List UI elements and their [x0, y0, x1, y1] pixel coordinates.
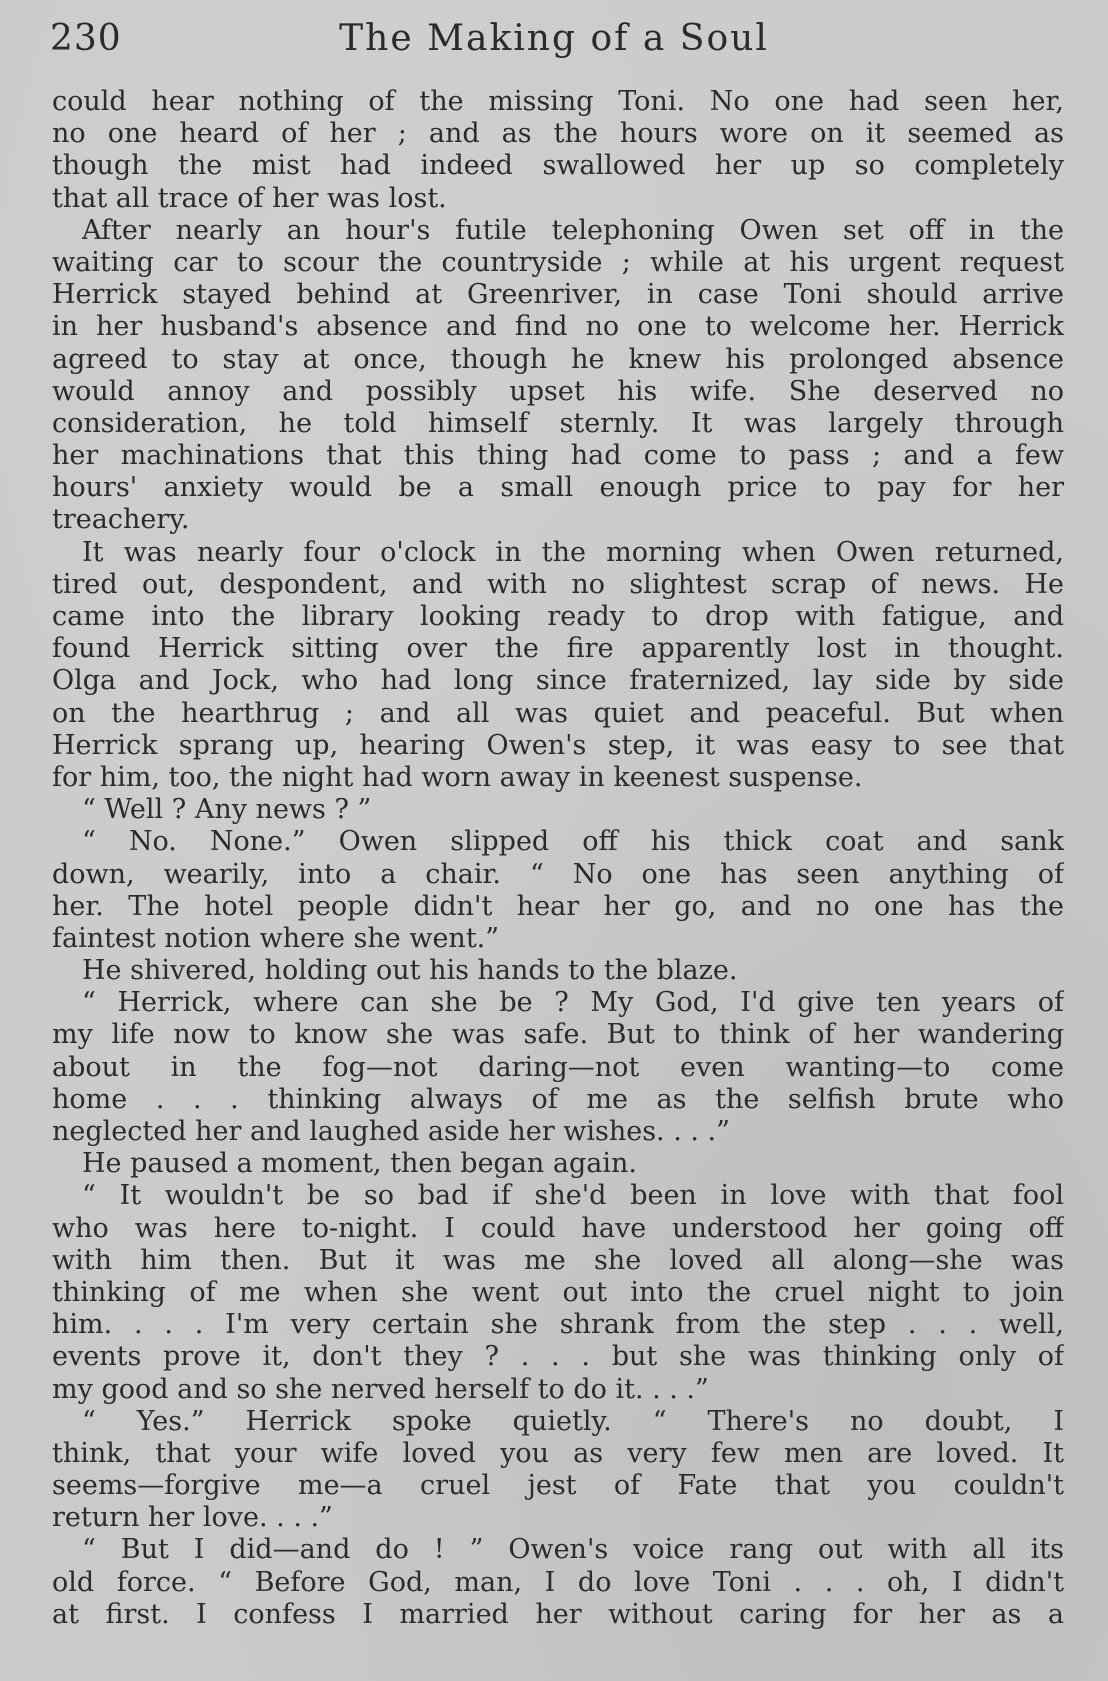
text-line: After nearly an hour's futile telephoning Owen set off in the [82, 214, 1064, 246]
text-line: return her love. . . .” [52, 1502, 333, 1534]
text-line: “ No. None.” Owen slipped off his thick coat and sank [82, 826, 1064, 858]
running-title: The Making of a Soul [339, 18, 769, 59]
text-line: seems—forgive me—a cruel jest of Fate that you couldn't [52, 1470, 1064, 1502]
text-line: would annoy and possibly upset his wife. She deserved no [52, 375, 1064, 407]
text-line: “ Herrick, where can she be ? My God, I'd give ten years of [82, 987, 1064, 1019]
body-text [52, 86, 1064, 1631]
text-line: hours' anxiety would be a small enough price to pay for her [52, 472, 1064, 504]
text-line: my life now to know she was safe. But to think of her wandering [52, 1019, 1064, 1051]
text-line: waiting car to scour the countryside ; while at his urgent request [52, 246, 1064, 278]
text-line: could hear nothing of the missing Toni. No one had seen her, [52, 86, 1064, 117]
text-line: old force. “ Before God, man, I do love Toni . . . oh, I didn't [52, 1566, 1064, 1598]
text-line: came into the library looking ready to drop with fatigue, and [52, 601, 1064, 632]
text-line: on the hearthrug ; and all was quiet and peaceful. But when [52, 697, 1064, 729]
text-line: Herrick stayed behind at Greenriver, in case Toni should arrive [52, 279, 1064, 311]
text-line: with him then. But it was me she loved all along—she was [52, 1244, 1064, 1276]
text-line: home . . . thinking always of me as the selfish brute who [52, 1083, 1064, 1115]
text-line: neglected her and laughed aside her wishes. . . .” [52, 1116, 730, 1147]
text-line: “ Well ? Any news ? ” [82, 794, 372, 826]
text-line: events prove it, don't they ? . . . but she was thinking only of [52, 1341, 1064, 1373]
text-line: down, wearily, into a chair. “ No one has seen anything of [52, 858, 1064, 890]
text-line: tired out, despondent, and with no slightest scrap of news. He [52, 568, 1064, 600]
text-line: faintest notion where she went.” [52, 922, 500, 954]
text-line: “ It wouldn't be so bad if she'd been in love with that fool [82, 1180, 1064, 1212]
text-line: He shivered, holding out his hands to the blaze. [82, 955, 738, 987]
text-line: consideration, he told himself sternly. It was largely through [52, 407, 1064, 439]
text-line: my good and so she nerved herself to do it. . . .” [52, 1373, 709, 1405]
text-line: at first. I confess I married her without caring for her as a [52, 1598, 1064, 1630]
text-line: He paused a moment, then began again. [82, 1148, 637, 1180]
text-line: found Herrick sitting over the fire apparently lost in thought. [52, 633, 1064, 665]
text-line: treachery. [52, 504, 190, 536]
text-line: agreed to stay at once, though he knew his prolonged absence [52, 343, 1064, 375]
text-line: that all trace of her was lost. [52, 182, 447, 214]
text-line: think, that your wife loved you as very few men are loved. It [52, 1437, 1064, 1469]
text-line: for him, too, the night had worn away in keenest suspense. [52, 761, 863, 793]
text-line: him. . . . I'm very certain she shrank from the step . . . well, [52, 1309, 1064, 1341]
text-line: “ But I did—and do ! ” Owen's voice rang out with all its [82, 1534, 1064, 1566]
text-line: though the mist had indeed swallowed her up so completely [52, 150, 1064, 182]
text-line: thinking of me when she went out into the cruel night to join [52, 1276, 1064, 1308]
page-header [50, 18, 1058, 68]
text-line: Herrick sprang up, hearing Owen's step, it was easy to see that [52, 729, 1064, 761]
text-line: no one heard of her ; and as the hours wore on it seemed as [52, 118, 1064, 150]
text-line: who was here to-night. I could have understood her going off [52, 1212, 1064, 1244]
page-number: 230 [50, 18, 122, 59]
text-line: “ Yes.” Herrick spoke quietly. “ There's no doubt, I [82, 1405, 1064, 1437]
text-line: Olga and Jock, who had long since fraternized, lay side by side [52, 665, 1064, 697]
text-line: her. The hotel people didn't hear her go, and no one has the [52, 890, 1064, 922]
text-line: It was nearly four o'clock in the morning when Owen returned, [82, 536, 1064, 568]
text-line: her machinations that this thing had come to pass ; and a few [52, 440, 1064, 472]
text-line: in her husband's absence and find no one to welcome her. Herrick [52, 311, 1064, 343]
text-line: about in the fog—not daring—not even wanting—to come [52, 1051, 1064, 1083]
